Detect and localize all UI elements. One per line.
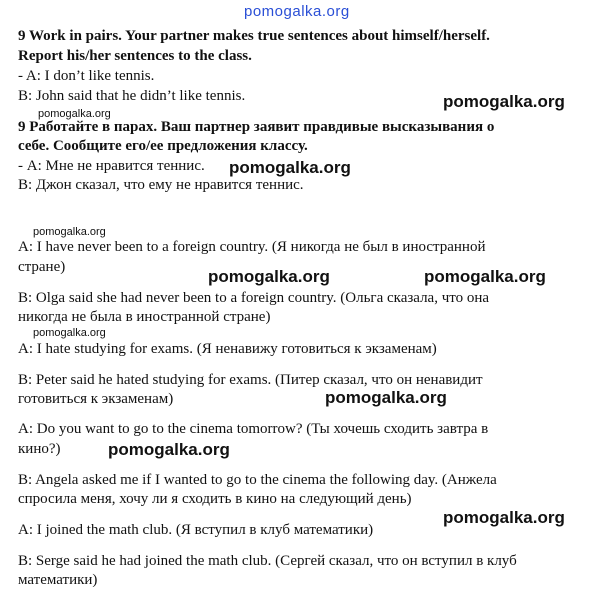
task-example-en-a: - A: I don’t like tennis. (18, 68, 155, 84)
task-title-en-line1: 9 Work in pairs. Your partner makes true sentences about himself/herself. (18, 28, 490, 44)
answer-line: готовиться к экзаменам) (18, 391, 174, 407)
answer-line: A: I joined the math club. (Я вступил в клуб математики) (18, 522, 374, 538)
watermark: pomogalka.org (443, 508, 565, 527)
answer-line: A: I hate studying for exams. (Я ненавижу готовиться к экзаменам) (18, 341, 437, 357)
watermark: pomogalka.org (229, 158, 351, 177)
task-title-en-line2: Report his/her sentences to the class. (18, 48, 252, 64)
task-example-en-b: B: John said that he didn’t like tennis. (18, 88, 246, 104)
answer-line: спросила меня, хочу ли я сходить в кино на следующий день) (18, 491, 412, 507)
header-watermark: pomogalka.org (244, 3, 350, 20)
answer-line: математики) (18, 572, 98, 588)
answer-line: B: Serge said he had joined the math club. (Сергей сказал, что он вступил в клуб (18, 553, 517, 569)
watermark: pomogalka.org (443, 92, 565, 111)
answer-line: кино?) (18, 441, 61, 457)
watermark: pomogalka.org (208, 267, 330, 286)
answer-line: никогда не была в иностранной стране) (18, 309, 271, 325)
watermark: pomogalka.org (33, 327, 106, 339)
answer-line: B: Angela asked me if I wanted to go to the cinema the following day. (Анжела (18, 472, 497, 488)
task-title-ru-line2: себе. Сообщите его/ее предложения классу. (18, 138, 308, 154)
task-example-ru-a: - А: Мне не нравится теннис. (18, 158, 205, 174)
answer-line: B: Peter said he hated studying for exams. (Питер сказал, что он ненавидит (18, 372, 483, 388)
task-example-ru-b: В: Джон сказал, что ему не нравится теннис. (18, 177, 304, 193)
answer-line: A: I have never been to a foreign country. (Я никогда не был в иностранной (18, 239, 486, 255)
watermark: pomogalka.org (108, 440, 230, 459)
answer-line: A: Do you want to go to the cinema tomorrow? (Ты хочешь сходить завтра в (18, 421, 489, 437)
answer-line: B: Olga said she had never been to a foreign country. (Ольга сказала, что она (18, 290, 490, 306)
task-title-ru-line1: 9 Работайте в парах. Ваш партнер заявит правдивые высказывания о (18, 119, 495, 135)
answer-line: стране) (18, 259, 66, 275)
watermark: pomogalka.org (33, 226, 106, 238)
watermark: pomogalka.org (38, 108, 111, 120)
watermark: pomogalka.org (325, 388, 447, 407)
watermark: pomogalka.org (424, 267, 546, 286)
